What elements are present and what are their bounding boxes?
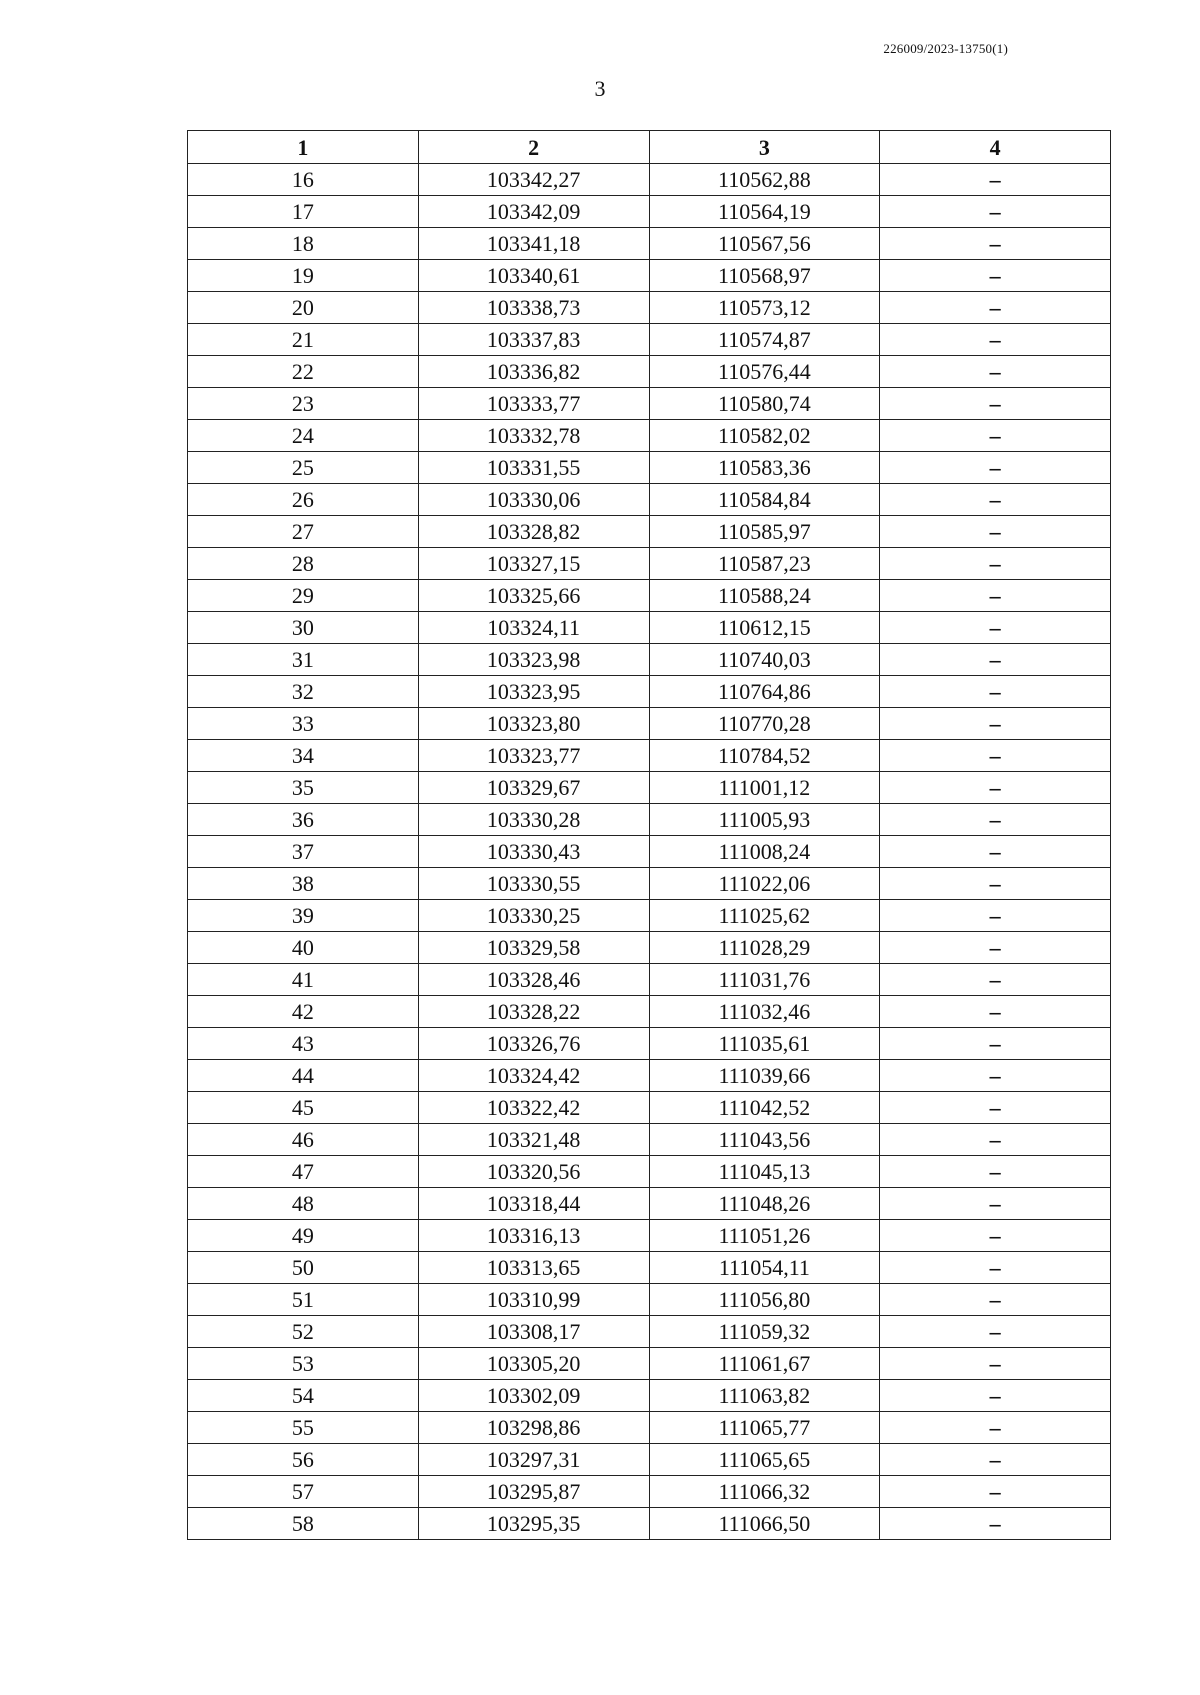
coordinate-x-cell: 103337,83 (418, 324, 649, 356)
point-number-cell: 38 (188, 868, 419, 900)
document-id: 226009/2023-13750(1) (883, 41, 1008, 56)
coordinate-y-cell: 110584,84 (649, 484, 880, 516)
table-row (188, 548, 1111, 580)
coordinate-x-cell: 103310,99 (418, 1284, 649, 1316)
coordinate-y-cell: 110576,44 (649, 356, 880, 388)
coordinate-x-cell: 103330,25 (418, 900, 649, 932)
point-number-cell: 34 (188, 740, 419, 772)
column-header-1: 1 (188, 131, 419, 164)
table-row (188, 868, 1111, 900)
table-row (188, 1092, 1111, 1124)
coordinate-y-cell: 111065,65 (649, 1444, 880, 1476)
note-cell: – (880, 1156, 1111, 1188)
table-body (188, 164, 1111, 1540)
point-number-cell: 44 (188, 1060, 419, 1092)
table-row (188, 1508, 1111, 1540)
note-cell: – (880, 676, 1111, 708)
table-row (188, 676, 1111, 708)
table-row (188, 836, 1111, 868)
coordinate-x-cell: 103305,20 (418, 1348, 649, 1380)
point-number-cell: 16 (188, 164, 419, 196)
table-row (188, 580, 1111, 612)
note-cell: – (880, 228, 1111, 260)
table-row (188, 1348, 1111, 1380)
point-number-cell: 25 (188, 452, 419, 484)
note-cell: – (880, 1124, 1111, 1156)
table-row (188, 1316, 1111, 1348)
table-row (188, 1060, 1111, 1092)
coordinate-y-cell: 110770,28 (649, 708, 880, 740)
coordinate-x-cell: 103323,77 (418, 740, 649, 772)
coordinate-x-cell: 103324,11 (418, 612, 649, 644)
note-cell: – (880, 644, 1111, 676)
table-row (188, 964, 1111, 996)
coordinate-y-cell: 110567,56 (649, 228, 880, 260)
coordinate-y-cell: 110585,97 (649, 516, 880, 548)
note-cell: – (880, 164, 1111, 196)
table-row (188, 772, 1111, 804)
coordinate-y-cell: 110582,02 (649, 420, 880, 452)
note-cell: – (880, 324, 1111, 356)
table-row (188, 1156, 1111, 1188)
point-number-cell: 27 (188, 516, 419, 548)
point-number-cell: 42 (188, 996, 419, 1028)
note-cell: – (880, 1252, 1111, 1284)
table-row (188, 292, 1111, 324)
table-row (188, 708, 1111, 740)
coordinate-y-cell: 111061,67 (649, 1348, 880, 1380)
table-row (188, 644, 1111, 676)
table-row (188, 164, 1111, 196)
coordinate-x-cell: 103302,09 (418, 1380, 649, 1412)
coordinate-x-cell: 103308,17 (418, 1316, 649, 1348)
note-cell: – (880, 708, 1111, 740)
coordinate-y-cell: 111056,80 (649, 1284, 880, 1316)
page-number: 3 (594, 76, 606, 101)
coordinate-y-cell: 110574,87 (649, 324, 880, 356)
table-row (188, 196, 1111, 228)
point-number-cell: 45 (188, 1092, 419, 1124)
coordinate-y-cell: 110612,15 (649, 612, 880, 644)
note-cell: – (880, 1476, 1111, 1508)
table-header (188, 131, 1111, 164)
coordinate-x-cell: 103323,98 (418, 644, 649, 676)
note-cell: – (880, 452, 1111, 484)
header-row (188, 131, 1111, 164)
note-cell: – (880, 548, 1111, 580)
coordinate-y-cell: 111045,13 (649, 1156, 880, 1188)
coordinate-y-cell: 110580,74 (649, 388, 880, 420)
column-header-3: 3 (649, 131, 880, 164)
point-number-cell: 21 (188, 324, 419, 356)
point-number-cell: 19 (188, 260, 419, 292)
table-row (188, 260, 1111, 292)
coordinate-y-cell: 111035,61 (649, 1028, 880, 1060)
table-row (188, 484, 1111, 516)
coordinate-x-cell: 103331,55 (418, 452, 649, 484)
table-row (188, 1220, 1111, 1252)
note-cell: – (880, 516, 1111, 548)
point-number-cell: 50 (188, 1252, 419, 1284)
column-header-4: 4 (880, 131, 1111, 164)
point-number-cell: 37 (188, 836, 419, 868)
table-row (188, 900, 1111, 932)
coordinate-x-cell: 103322,42 (418, 1092, 649, 1124)
table-row (188, 740, 1111, 772)
coordinate-y-cell: 111063,82 (649, 1380, 880, 1412)
point-number-cell: 22 (188, 356, 419, 388)
table-row (188, 1444, 1111, 1476)
table-row (188, 1252, 1111, 1284)
point-number-cell: 51 (188, 1284, 419, 1316)
point-number-cell: 39 (188, 900, 419, 932)
note-cell: – (880, 1060, 1111, 1092)
table-row (188, 804, 1111, 836)
point-number-cell: 46 (188, 1124, 419, 1156)
note-cell: – (880, 580, 1111, 612)
point-number-cell: 26 (188, 484, 419, 516)
point-number-cell: 28 (188, 548, 419, 580)
coordinate-y-cell: 110764,86 (649, 676, 880, 708)
coordinate-x-cell: 103330,43 (418, 836, 649, 868)
coordinate-y-cell: 111054,11 (649, 1252, 880, 1284)
note-cell: – (880, 1380, 1111, 1412)
table-row (188, 228, 1111, 260)
table-row (188, 420, 1111, 452)
coordinate-y-cell: 111039,66 (649, 1060, 880, 1092)
point-number-cell: 29 (188, 580, 419, 612)
coordinate-x-cell: 103330,28 (418, 804, 649, 836)
coordinate-x-cell: 103330,55 (418, 868, 649, 900)
note-cell: – (880, 836, 1111, 868)
table-row (188, 612, 1111, 644)
table-row (188, 1124, 1111, 1156)
coordinate-y-cell: 110573,12 (649, 292, 880, 324)
coordinate-x-cell: 103318,44 (418, 1188, 649, 1220)
coordinate-x-cell: 103326,76 (418, 1028, 649, 1060)
coordinate-y-cell: 111032,46 (649, 996, 880, 1028)
coordinate-x-cell: 103328,22 (418, 996, 649, 1028)
coordinate-x-cell: 103338,73 (418, 292, 649, 324)
note-cell: – (880, 612, 1111, 644)
coordinate-y-cell: 111022,06 (649, 868, 880, 900)
table-row (188, 1412, 1111, 1444)
note-cell: – (880, 868, 1111, 900)
table-row (188, 452, 1111, 484)
coordinate-x-cell: 103342,27 (418, 164, 649, 196)
note-cell: – (880, 900, 1111, 932)
coordinate-y-cell: 110784,52 (649, 740, 880, 772)
note-cell: – (880, 388, 1111, 420)
table-row (188, 996, 1111, 1028)
table-row (188, 932, 1111, 964)
point-number-cell: 57 (188, 1476, 419, 1508)
point-number-cell: 18 (188, 228, 419, 260)
coordinate-x-cell: 103342,09 (418, 196, 649, 228)
point-number-cell: 58 (188, 1508, 419, 1540)
note-cell: – (880, 1284, 1111, 1316)
coordinate-x-cell: 103320,56 (418, 1156, 649, 1188)
point-number-cell: 49 (188, 1220, 419, 1252)
point-number-cell: 41 (188, 964, 419, 996)
coordinate-y-cell: 111005,93 (649, 804, 880, 836)
note-cell: – (880, 804, 1111, 836)
table-row (188, 356, 1111, 388)
coordinate-x-cell: 103297,31 (418, 1444, 649, 1476)
coordinate-x-cell: 103298,86 (418, 1412, 649, 1444)
coordinate-y-cell: 110562,88 (649, 164, 880, 196)
note-cell: – (880, 420, 1111, 452)
note-cell: – (880, 996, 1111, 1028)
coordinate-x-cell: 103295,35 (418, 1508, 649, 1540)
coordinate-y-cell: 110740,03 (649, 644, 880, 676)
point-number-cell: 23 (188, 388, 419, 420)
note-cell: – (880, 1348, 1111, 1380)
coordinate-x-cell: 103329,58 (418, 932, 649, 964)
coordinate-x-cell: 103321,48 (418, 1124, 649, 1156)
table-row (188, 1284, 1111, 1316)
table-row (188, 516, 1111, 548)
coordinate-x-cell: 103328,82 (418, 516, 649, 548)
point-number-cell: 54 (188, 1380, 419, 1412)
coordinate-x-cell: 103316,13 (418, 1220, 649, 1252)
note-cell: – (880, 1316, 1111, 1348)
coordinate-y-cell: 111065,77 (649, 1412, 880, 1444)
coordinate-x-cell: 103330,06 (418, 484, 649, 516)
coordinate-x-cell: 103324,42 (418, 1060, 649, 1092)
note-cell: – (880, 356, 1111, 388)
note-cell: – (880, 292, 1111, 324)
point-number-cell: 56 (188, 1444, 419, 1476)
coordinate-y-cell: 111025,62 (649, 900, 880, 932)
note-cell: – (880, 260, 1111, 292)
note-cell: – (880, 1188, 1111, 1220)
coordinate-x-cell: 103327,15 (418, 548, 649, 580)
note-cell: – (880, 196, 1111, 228)
note-cell: – (880, 484, 1111, 516)
coordinate-x-cell: 103336,82 (418, 356, 649, 388)
coordinate-x-cell: 103323,80 (418, 708, 649, 740)
point-number-cell: 33 (188, 708, 419, 740)
point-number-cell: 24 (188, 420, 419, 452)
note-cell: – (880, 1444, 1111, 1476)
coordinate-x-cell: 103295,87 (418, 1476, 649, 1508)
note-cell: – (880, 1028, 1111, 1060)
coordinate-x-cell: 103325,66 (418, 580, 649, 612)
coordinates-table (187, 130, 1111, 1540)
coordinate-y-cell: 111042,52 (649, 1092, 880, 1124)
point-number-cell: 17 (188, 196, 419, 228)
table-row (188, 1476, 1111, 1508)
coordinate-y-cell: 111066,32 (649, 1476, 880, 1508)
point-number-cell: 31 (188, 644, 419, 676)
coordinate-y-cell: 111059,32 (649, 1316, 880, 1348)
table-row (188, 1380, 1111, 1412)
coordinate-y-cell: 111051,26 (649, 1220, 880, 1252)
coordinate-y-cell: 111043,56 (649, 1124, 880, 1156)
coordinate-y-cell: 110587,23 (649, 548, 880, 580)
point-number-cell: 53 (188, 1348, 419, 1380)
point-number-cell: 40 (188, 932, 419, 964)
coordinate-y-cell: 110568,97 (649, 260, 880, 292)
table-row (188, 1028, 1111, 1060)
coordinate-x-cell: 103340,61 (418, 260, 649, 292)
coordinate-y-cell: 111031,76 (649, 964, 880, 996)
coordinate-y-cell: 110564,19 (649, 196, 880, 228)
note-cell: – (880, 1508, 1111, 1540)
point-number-cell: 52 (188, 1316, 419, 1348)
point-number-cell: 20 (188, 292, 419, 324)
note-cell: – (880, 964, 1111, 996)
note-cell: – (880, 772, 1111, 804)
coordinate-x-cell: 103313,65 (418, 1252, 649, 1284)
point-number-cell: 32 (188, 676, 419, 708)
note-cell: – (880, 1092, 1111, 1124)
coordinate-x-cell: 103333,77 (418, 388, 649, 420)
column-header-2: 2 (418, 131, 649, 164)
coordinate-y-cell: 111028,29 (649, 932, 880, 964)
coordinate-y-cell: 110583,36 (649, 452, 880, 484)
coordinate-y-cell: 110588,24 (649, 580, 880, 612)
note-cell: – (880, 740, 1111, 772)
coordinate-y-cell: 111001,12 (649, 772, 880, 804)
point-number-cell: 30 (188, 612, 419, 644)
coordinate-x-cell: 103328,46 (418, 964, 649, 996)
point-number-cell: 55 (188, 1412, 419, 1444)
coordinate-x-cell: 103323,95 (418, 676, 649, 708)
point-number-cell: 36 (188, 804, 419, 836)
note-cell: – (880, 1412, 1111, 1444)
coordinate-x-cell: 103329,67 (418, 772, 649, 804)
note-cell: – (880, 932, 1111, 964)
point-number-cell: 43 (188, 1028, 419, 1060)
point-number-cell: 47 (188, 1156, 419, 1188)
table-row (188, 324, 1111, 356)
table-row (188, 388, 1111, 420)
table-row (188, 1188, 1111, 1220)
note-cell: – (880, 1220, 1111, 1252)
coordinate-y-cell: 111008,24 (649, 836, 880, 868)
point-number-cell: 35 (188, 772, 419, 804)
point-number-cell: 48 (188, 1188, 419, 1220)
coordinate-x-cell: 103332,78 (418, 420, 649, 452)
coordinate-y-cell: 111048,26 (649, 1188, 880, 1220)
coordinate-x-cell: 103341,18 (418, 228, 649, 260)
coordinate-y-cell: 111066,50 (649, 1508, 880, 1540)
